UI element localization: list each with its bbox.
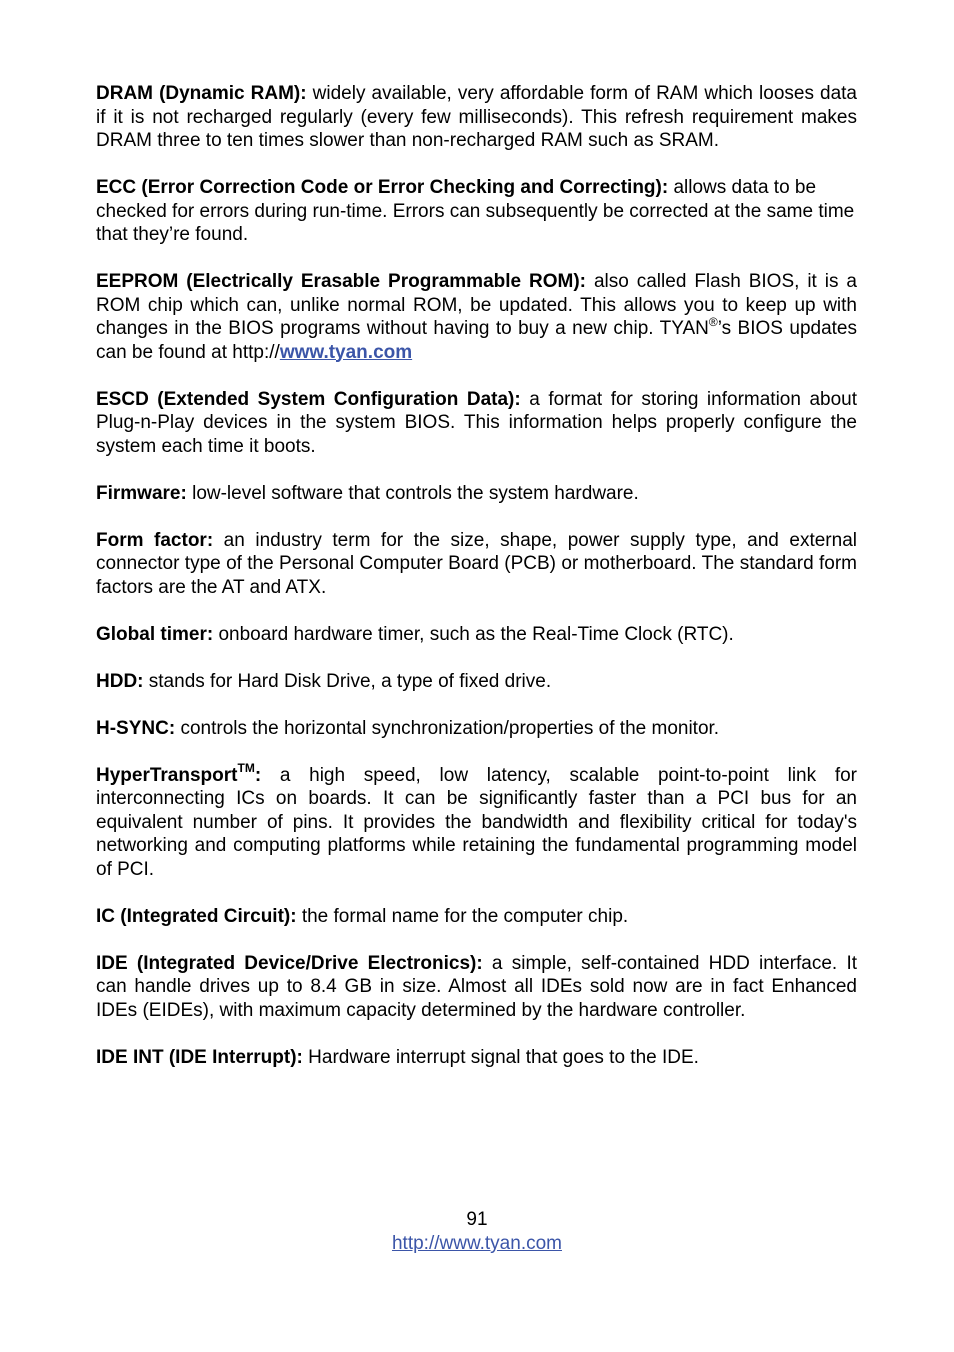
- page-number: 91: [466, 1209, 488, 1230]
- glossary-term: ESCD (Extended System Configuration Data):: [96, 388, 521, 410]
- glossary-term: Firmware:: [96, 482, 187, 504]
- glossary-term: IC (Integrated Circuit):: [96, 905, 297, 927]
- glossary-term: IDE INT (IDE Interrupt):: [96, 1046, 303, 1068]
- glossary-definition: a format for storing information about Plug-n-Play devices in the system BIOS. This information helps properly configure the system each time it boots.: [96, 388, 857, 457]
- glossary-term: H-SYNC:: [96, 717, 176, 739]
- glossary-entry-ic: [96, 905, 857, 929]
- glossary-term: IDE (Integrated Device/Drive Electronics):: [96, 952, 483, 974]
- glossary-definition: onboard hardware timer, such as the Real-Time Clock (RTC).: [213, 623, 734, 645]
- glossary-definition: controls the horizontal synchronization/properties of the monitor.: [175, 717, 720, 739]
- glossary-entry-ide-int: [96, 1046, 857, 1070]
- glossary-term-colon: :: [254, 764, 262, 786]
- glossary-definition: allows data to be checked for errors during run-time. Errors can subsequently be corrected at the same time that they’re found.: [96, 177, 855, 245]
- page-footer: [0, 1208, 954, 1256]
- glossary-definition: a simple, self-contained HDD interface. It can handle drives up to 8.4 GB in size. Almost all IDEs sold now are in fact Enhanced IDEs (EIDEs), with maximum capacity determined by the hardware controller.: [96, 952, 858, 1021]
- glossary-term: DRAM (Dynamic RAM):: [96, 83, 307, 104]
- glossary-entry-ecc: [96, 176, 857, 247]
- glossary-term: Global timer:: [96, 623, 214, 645]
- glossary-entry-form-factor: [96, 529, 857, 600]
- glossary-term: EEPROM (Electrically Erasable Programmable ROM):: [96, 271, 587, 292]
- glossary-entry-dram: [96, 82, 857, 153]
- glossary-definition: low-level software that controls the system hardware.: [186, 482, 639, 504]
- glossary-definition: the formal name for the computer chip.: [296, 905, 629, 927]
- glossary-term: HDD:: [96, 670, 144, 692]
- glossary-definition-continued: ’s BIOS updates can be found at http://: [96, 318, 857, 363]
- glossary-entry-ide: [96, 952, 857, 1023]
- glossary-term: HyperTransport: [96, 764, 238, 786]
- glossary-term: ECC (Error Correction Code or Error Checking and Correcting):: [96, 177, 669, 198]
- footer-website-link[interactable]: http://www.tyan.com: [391, 1233, 562, 1254]
- glossary-definition: Hardware interrupt signal that goes to the IDE.: [302, 1046, 699, 1068]
- glossary-definition: also called Flash BIOS, it is a ROM chip which can, unlike normal ROM, be updated. This allows you to keep up with changes in the BIOS programs without having to buy a new chip. TYAN: [96, 271, 857, 339]
- glossary-definition: an industry term for the size, shape, power supply type, and external connector type of the Personal Computer Board (PCB) or motherboard. The standard form factors are the AT and ATX.: [96, 529, 857, 598]
- glossary-entry-escd: [96, 388, 857, 459]
- trademark-mark: TM: [237, 761, 255, 776]
- glossary-entry-firmware: [96, 482, 857, 506]
- registered-mark: ®: [708, 314, 718, 329]
- glossary-definition: stands for Hard Disk Drive, a type of fixed drive.: [143, 670, 552, 692]
- glossary-entry-hypertransport: [96, 761, 857, 882]
- glossary-page: [96, 82, 857, 1093]
- glossary-entry-eeprom: [96, 270, 857, 364]
- glossary-definition: widely available, very affordable form of RAM which looses data if it is not recharged regularly (every few milliseconds). This refresh requirement makes DRAM three to ten times slower than non-recharged RAM such as SRAM.: [96, 83, 858, 151]
- glossary-entry-global-timer: [96, 623, 857, 647]
- glossary-entry-hsync: [96, 717, 857, 741]
- tyan-website-link[interactable]: www.tyan.com: [279, 341, 413, 363]
- glossary-definition: a high speed, low latency, scalable point-to-point link for interconnecting ICs on boards. It can be significantly faster than a PCI bus for an equivalent number of pins. It provides the bandwidth and flexibility critical for today's networking and computing platforms while retaining the fundamental programming model of PCI.: [96, 764, 857, 880]
- glossary-entry-hdd: [96, 670, 857, 694]
- glossary-term: Form factor:: [96, 529, 214, 551]
